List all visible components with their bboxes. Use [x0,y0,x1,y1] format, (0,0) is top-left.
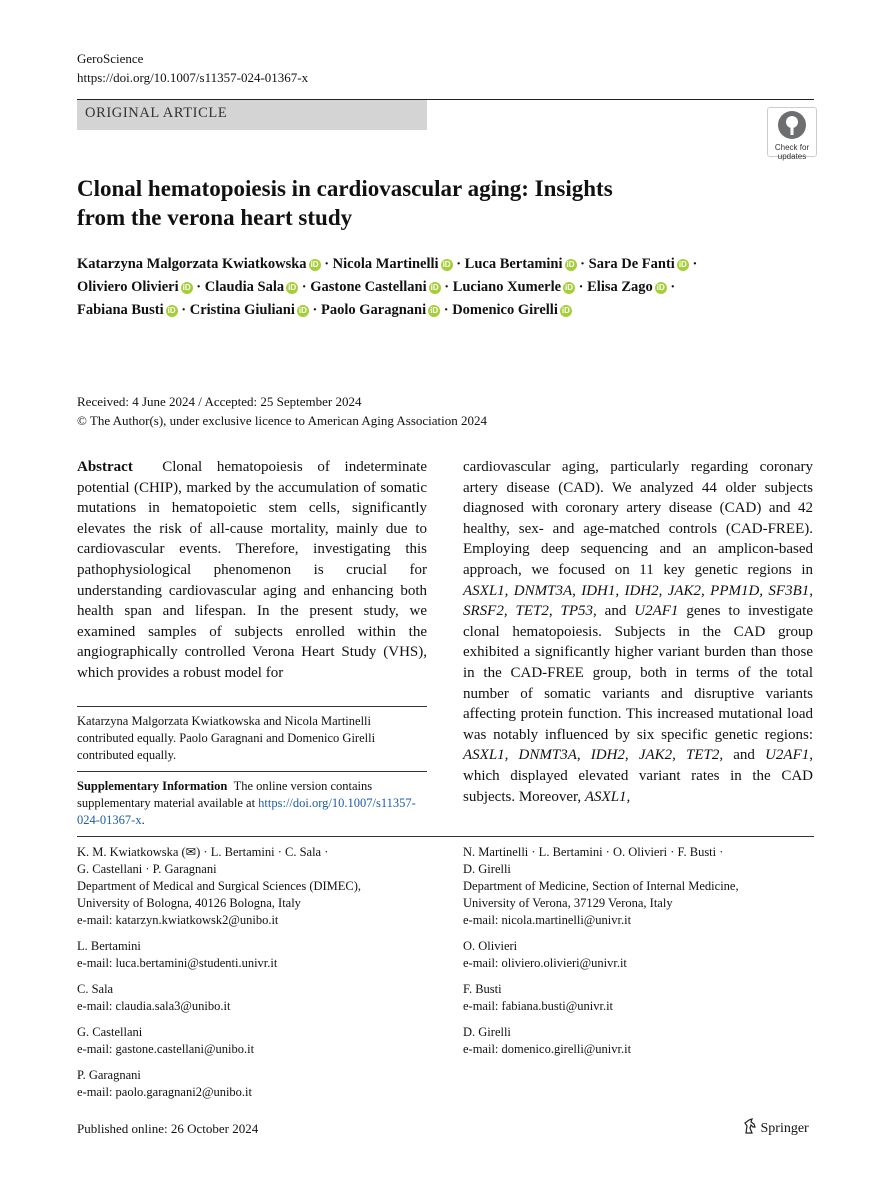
author-name[interactable]: Elisa Zago [587,279,653,295]
footnote-rule [77,706,427,707]
affiliations-left [77,844,437,1110]
gene-name: U2AF1 [634,603,679,620]
author-name[interactable]: Katarzyna Malgorzata Kwiatkowska [77,256,307,272]
orcid-icon[interactable]: iD [430,283,439,292]
abstract-text: genes to investigate clonal hematopoiesis. Subjects in the CAD group exhibited a significantly higher variant burden than those in the CAD-FREE group, both in terms of the total number of somatic variants and disruptive variants affecting protein function. This increased mutational load was notably influenced by six specific genetic regions: [463,603,813,743]
publisher-name: Springer [760,1121,809,1136]
email-link[interactable]: e-mail: oliviero.olivieri@univr.it [463,956,627,970]
affiliation-block [463,981,814,1015]
supp-link[interactable]: https://doi.org/10.1007/s11357-024-01367-x [77,796,416,827]
affiliation-block [463,844,814,929]
gene-name: ASXL1, [584,788,631,805]
affiliation-line: Department of Medicine, Section of Internal Medicine, [463,879,739,893]
author-short: G. Castellani [77,1025,143,1039]
orcid-icon[interactable]: iD [182,283,191,292]
email-link[interactable]: e-mail: domenico.girelli@univr.it [463,1042,632,1056]
author-short: D. Girelli [463,1025,511,1039]
affiliation-line: D. Girelli [463,862,511,876]
orcid-icon[interactable]: iD [656,283,665,292]
author-name[interactable]: Claudia Sala [204,279,285,295]
journal-name: GeroScience [77,51,144,66]
affiliation-block [77,1024,437,1058]
affiliation-block [77,844,437,929]
orcid-icon[interactable]: iD [561,306,570,315]
author-name[interactable]: Nicola Martinelli [332,256,439,272]
email-link[interactable]: e-mail: fabiana.busti@univr.it [463,999,614,1013]
email-link[interactable]: e-mail: luca.bertamini@studenti.univr.it [77,956,278,970]
affiliation-block [77,981,437,1015]
check-for-updates-badge[interactable] [767,107,817,161]
footnote-rule [77,771,427,772]
affiliation-block [77,938,437,972]
author-name[interactable]: Domenico Girelli [452,302,558,318]
author-name[interactable]: Oliviero Olivieri [77,279,179,295]
affiliations-right [463,844,814,1067]
abstract-text: cardiovascular aging, particularly regarding coronary artery disease (CAD). We analyzed 44 older subjects diagnosed with coronary artery disease (CAD) and 42 healthy, sex- and age-matched controls (CAD-FREE). Employing deep sequencing and an amplicon-based approach, we focused on 11 key genetic regions in [463,459,813,578]
article-title [77,174,737,232]
affiliation-block [463,1024,814,1058]
affiliation-block [77,1067,437,1101]
article-type-label: ORIGINAL ARTICLE [85,105,228,121]
abstract-text: Clonal hematopoiesis of indeterminate potential (CHIP), marked by the accumulation of somatic mutations in hematopoietic stem cells, significantly elevates the risk of all-cause mortality, mainly due to cardiovascular events. Therefore, investigating this pathophysiological phenomenon is crucial for understanding cardiovascular aging and enhancing both health span and lifespan. In the present study, we examined samples of subjects enrolled within the angiographically controlled Verona Heart Study (VHS), which provides a robust model for [77,459,427,681]
springer-horse-icon [743,1118,757,1134]
orcid-icon[interactable]: iD [298,306,307,315]
gene-list: ASXL1, DNMT3A, IDH1, IDH2, JAK2, PPM1D, SF3B1, SRSF2, TET2, TP53, [463,582,813,620]
author-name[interactable]: Sara De Fanti [588,256,675,272]
orcid-icon[interactable]: iD [566,260,575,269]
email-link[interactable]: e-mail: paolo.garagnani2@unibo.it [77,1085,253,1099]
orcid-icon[interactable]: iD [430,306,439,315]
affiliation-line: Department of Medical and Surgical Sciences (DIMEC), [77,879,362,893]
abstract-right-column [463,457,813,807]
header-rule [427,99,814,100]
published-online: Published online: 26 October 2024 [77,1121,259,1136]
email-link[interactable]: e-mail: gastone.castellani@unibo.it [77,1042,255,1056]
author-name[interactable]: Fabiana Busti [77,302,164,318]
doi-link[interactable]: https://doi.org/10.1007/s11357-024-01367-x [77,70,309,85]
gene-list: ASXL1, DNMT3A, IDH2, JAK2, TET2, [463,747,724,764]
author-list [77,253,817,322]
affiliations-rule [77,836,814,837]
supp-text: The online version contains supplementary material available at [77,779,373,810]
affiliation-line: G. Castellani · P. Garagnani [77,862,217,876]
check-updates-line2: updates [777,152,807,161]
conjunction: and [723,747,766,764]
author-short: L. Bertamini [77,939,141,953]
orcid-icon[interactable]: iD [565,283,574,292]
orcid-icon[interactable]: iD [167,306,176,315]
author-short: O. Olivieri [463,939,518,953]
affiliation-line: N. Martinelli · L. Bertamini · O. Olivieri · F. Busti · [463,845,724,859]
publisher-logo [743,1118,809,1137]
journal-header [77,49,308,87]
author-name[interactable]: Gastone Castellani [310,279,427,295]
author-short: C. Sala [77,982,114,996]
check-updates-icon [777,110,807,140]
title-line: Clonal hematopoiesis in cardiovascular aging: Insights [77,176,613,201]
email-link[interactable]: e-mail: nicola.martinelli@univr.it [463,913,632,927]
author-line: Fabiana Busti iD · Cristina Giuliani iD · Paolo Garagnani iD · Domenico Girelli iD [77,302,570,318]
affiliation-line: K. M. Kwiatkowska (✉) · L. Bertamini · C. Sala · [77,845,329,859]
orcid-icon[interactable]: iD [442,260,451,269]
supp-heading: Supplementary Information [77,779,228,793]
article-type-banner [77,99,427,130]
abstract-text: , which displayed elevated variant rates in the CAD subjects. Moreover, [463,747,813,805]
email-link[interactable]: e-mail: katarzyn.kwiatkowsk2@unibo.it [77,913,279,927]
received-accepted: Received: 4 June 2024 / Accepted: 25 September 2024 [77,394,362,409]
author-line: Oliviero Olivieri iD · Claudia Sala iD · Gastone Castellani iD · Luciano Xumerle iD · Elisa Zago iD · [77,279,676,295]
affiliation-line: University of Verona, 37129 Verona, Italy [463,896,673,910]
email-link[interactable]: e-mail: claudia.sala3@unibo.it [77,999,231,1013]
orcid-icon[interactable]: iD [288,283,297,292]
abstract-left-column [77,457,427,684]
author-name[interactable]: Paolo Garagnani [320,302,427,318]
equal-contribution-note: Katarzyna Malgorzata Kwiatkowska and Nicola Martinelli contributed equally. Paolo Garagnani and Domenico Girelli contributed equally. [77,714,376,762]
publication-dates [77,392,487,430]
author-line: Katarzyna Malgorzata Kwiatkowska iD · Nicola Martinelli iD · Luca Bertamini iD · Sara De Fanti iD · [77,256,698,272]
author-short: F. Busti [463,982,502,996]
orcid-icon[interactable]: iD [678,260,687,269]
author-short: P. Garagnani [77,1068,141,1082]
supplementary-info [77,778,427,829]
supp-end: . [141,813,145,827]
abstract-heading: Abstract [77,459,133,475]
gene-name: U2AF1 [765,747,810,764]
check-updates-line1: Check for [774,143,810,152]
conjunction: and [596,603,635,620]
orcid-icon[interactable]: iD [310,260,319,269]
title-line: from the verona heart study [77,205,353,230]
author-name[interactable]: Luca Bertamini [464,256,563,272]
affiliation-line: University of Bologna, 40126 Bologna, Italy [77,896,301,910]
author-name[interactable]: Luciano Xumerle [452,279,562,295]
affiliation-block [463,938,814,972]
copyright-line: © The Author(s), under exclusive licence to American Aging Association 2024 [77,413,488,428]
author-name[interactable]: Cristina Giuliani [189,302,295,318]
